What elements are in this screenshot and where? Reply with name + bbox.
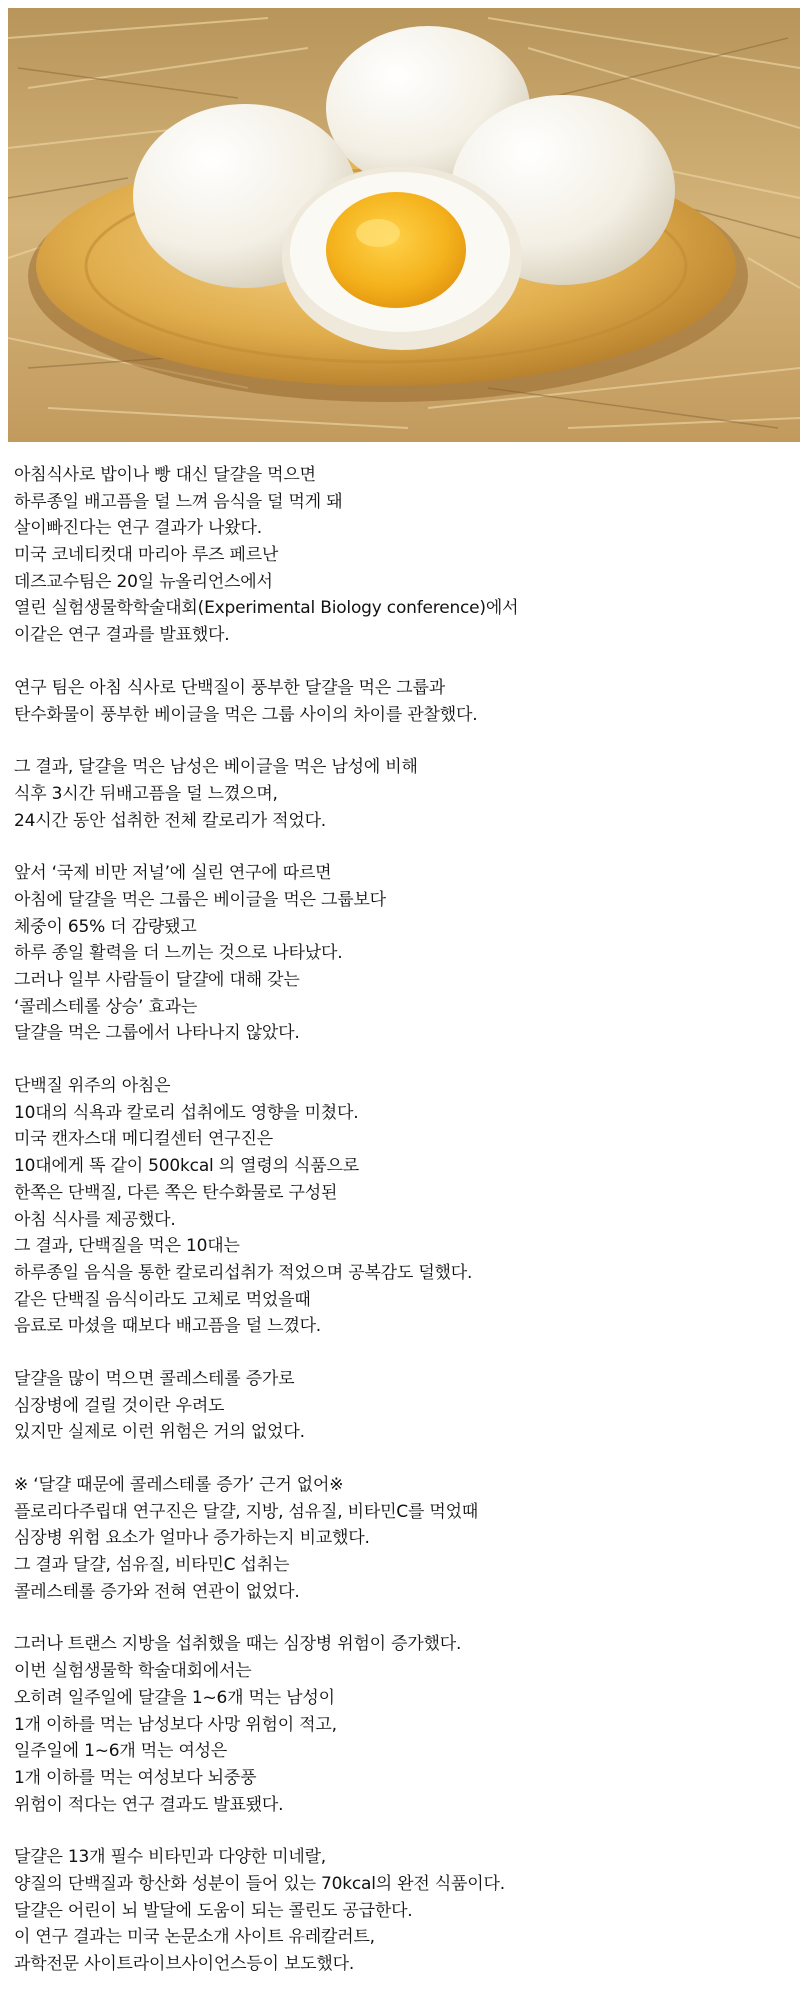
text-line: 양질의 단백질과 항산화 성분이 들어 있는 70kcal의 완전 식품이다. (14, 1873, 505, 1894)
text-line: 10대에게 똑 같이 500kcal 의 열령의 식품으로 (14, 1156, 359, 1177)
text-line: 달걀은 어린이 뇌 발달에 도움이 되는 콜린도 공급한다. (14, 1900, 413, 1921)
text-line: 1개 이하를 먹는 남성보다 사망 위험이 적고, (14, 1714, 337, 1735)
paragraph (14, 462, 794, 649)
text-line: 과학전문 사이트라이브사이언스등이 보도했다. (14, 1954, 355, 1974)
text-line: 한쪽은 단백질, 다른 쪽은 탄수화물로 구성된 (14, 1182, 338, 1203)
text-line: 플로리다주립대 연구진은 달걀, 지방, 섬유질, 비타민C를 먹었때 (14, 1501, 479, 1522)
text-line: 미국 코네티컷대 마리아 루즈 페르난 (14, 545, 279, 566)
text-line: 연구 팀은 아침 식사로 단백질이 풍부한 달걀을 먹은 그룹과 (14, 677, 445, 698)
text-line: 하루 종일 활력을 더 느끼는 것으로 나타났다. (14, 943, 343, 964)
text-line: 위험이 적다는 연구 결과도 발표됐다. (14, 1794, 284, 1815)
text-line: 아침에 달걀을 먹은 그룹은 베이글을 먹은 그룹보다 (14, 889, 386, 910)
text-line: 탄수화물이 풍부한 베이글을 먹은 그룹 사이의 차이를 관찰했다. (14, 704, 478, 725)
text-line: 심장병 위험 요소가 얼마나 증가하는지 비교했다. (14, 1528, 370, 1549)
text-line: 같은 단백질 음식이라도 고체로 먹었을때 (14, 1289, 311, 1310)
text-line: 10대의 식욕과 칼로리 섭취에도 영향을 미쳤다. (14, 1102, 359, 1123)
text-line: 그 결과, 달걀을 먹은 남성은 베이글을 먹은 남성에 비해 (14, 757, 418, 778)
text-line: 음료로 마셨을 때보다 배고픔을 덜 느꼈다. (14, 1316, 321, 1337)
text-line: 체중이 65% 더 감량됐고 (14, 916, 197, 937)
text-line: 일주일에 1~6개 먹는 여성은 (14, 1741, 228, 1762)
text-line: 열린 실험생물학학술대회(Experimental Biology conference)에서 (14, 598, 519, 619)
text-line: 이같은 연구 결과를 발표했다. (14, 625, 230, 646)
paragraph (14, 675, 794, 728)
text-line: ‘콜레스테롤 상승’ 효과는 (14, 996, 198, 1017)
text-line: 그 결과 달걀, 섬유질, 비타민C 섭취는 (14, 1555, 290, 1576)
text-line: 미국 캔자스대 메디컬센터 연구진은 (14, 1129, 273, 1150)
paragraph (14, 754, 794, 834)
text-line: 달걀을 먹은 그룹에서 나타나지 않았다. (14, 1023, 300, 1044)
text-line: 아침식사로 밥이나 빵 대신 달걀을 먹으면 (14, 465, 316, 485)
eggs-photo (8, 8, 800, 442)
text-line: 오히려 일주일에 달걀을 1~6개 먹는 남성이 (14, 1687, 335, 1708)
eggs-illustration (8, 8, 800, 442)
text-line: 달걀을 많이 먹으면 콜레스테롤 증가로 (14, 1368, 295, 1389)
text-line: 이번 실험생물학 학술대회에서는 (14, 1661, 252, 1682)
text-line: 1개 이하를 먹는 여성보다 뇌중풍 (14, 1767, 257, 1788)
text-line: 그 결과, 단백질을 먹은 10대는 (14, 1236, 240, 1257)
paragraph (14, 1472, 794, 1605)
text-line: 심장병에 걸릴 것이란 우려도 (14, 1395, 225, 1416)
paragraph (14, 860, 794, 1047)
paragraph (14, 1844, 794, 1977)
article-body (14, 462, 794, 2004)
text-line: 데즈교수팀은 20일 뉴올리언스에서 (14, 571, 273, 592)
paragraph (14, 1073, 794, 1340)
text-line: 24시간 동안 섭취한 전체 칼로리가 적었다. (14, 810, 327, 831)
paragraph (14, 1366, 794, 1446)
text-line: 그러나 일부 사람들이 달걀에 대해 갖는 (14, 970, 300, 990)
text-line: 앞서 ‘국제 비만 저널’에 실린 연구에 따르면 (14, 863, 332, 884)
text-line: ※ ‘달걀 때문에 콜레스테롤 증가’ 근거 없어※ (14, 1475, 344, 1495)
text-line: 이 연구 결과는 미국 논문소개 사이트 유레칼러트, (14, 1927, 375, 1948)
text-line: 그러나 트랜스 지방을 섭취했을 때는 심장병 위험이 증가했다. (14, 1634, 462, 1655)
text-line: 하루종일 음식을 통한 칼로리섭취가 적었으며 공복감도 덜했다. (14, 1262, 473, 1283)
text-line: 콜레스테롤 증가와 전혀 연관이 없었다. (14, 1581, 300, 1602)
text-line: 아침 식사를 제공했다. (14, 1209, 176, 1230)
text-line: 단백질 위주의 아침은 (14, 1076, 171, 1097)
text-line: 달걀은 13개 필수 비타민과 다양한 미네랄, (14, 1847, 327, 1868)
text-line: 하루종일 배고픔을 덜 느껴 음식을 덜 먹게 돼 (14, 491, 343, 512)
paragraph (14, 1631, 794, 1818)
text-line: 식후 3시간 뒤배고픔을 덜 느꼈으며, (14, 783, 278, 804)
text-line: 살이빠진다는 연구 결과가 나왔다. (14, 518, 262, 539)
text-line: 있지만 실제로 이런 위험은 거의 없었다. (14, 1422, 305, 1443)
